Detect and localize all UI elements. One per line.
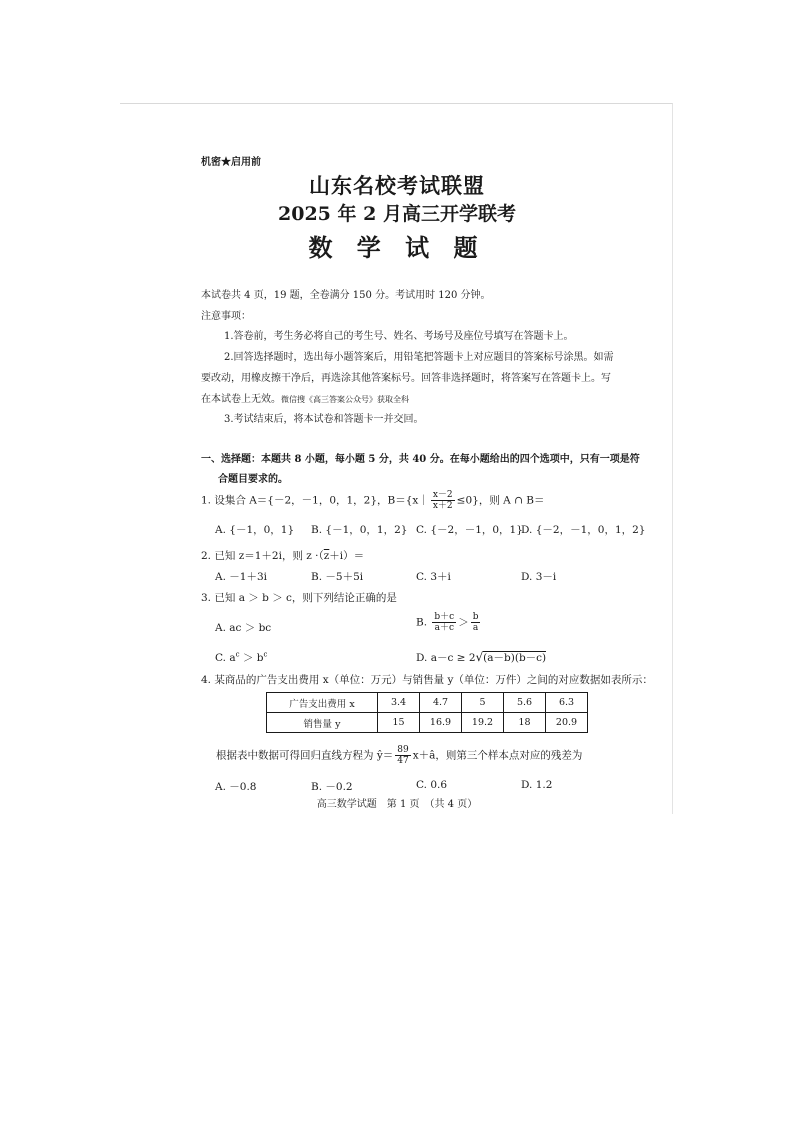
q1-option-d: D. {－2，－1，0，1，2} bbox=[521, 524, 646, 536]
q4-text-post: x＋â，则第三个样本点对应的残差为 bbox=[412, 749, 583, 762]
table-cell: 19.2 bbox=[462, 713, 504, 733]
q2-conjugate: $\overline{z}$ bbox=[323, 550, 330, 562]
q3-b-num-1: b＋c bbox=[434, 612, 455, 622]
q3-b-den-1: a＋c bbox=[434, 623, 455, 633]
q2-prefix: 2. 已知 z＝1＋2i，则 z ·（ bbox=[201, 550, 324, 562]
table-row bbox=[267, 713, 588, 733]
table-cell: 5.6 bbox=[504, 693, 546, 713]
q2-option-d: D. 3－i bbox=[521, 571, 557, 583]
q3-option-d bbox=[416, 650, 546, 665]
q4-option-d: D. 1.2 bbox=[521, 779, 553, 791]
q4-option-c: C. 0.6 bbox=[416, 779, 448, 791]
q3-d-radicand: (a－b)(b－c) bbox=[483, 652, 547, 664]
note-1: 1.答卷前，考生务必将自己的考生号、姓名、考场号及座位号填写在答题卡上。 bbox=[224, 331, 574, 342]
q4-regression-text bbox=[216, 745, 582, 766]
table-cell: 5 bbox=[462, 693, 504, 713]
subject-title: 数 学 试 题 bbox=[308, 233, 486, 262]
question-3-stem: 3. 已知 a ＞ b ＞ c，则下列结论正确的是 bbox=[201, 592, 397, 604]
exam-union-title: 山东名校考试联盟 bbox=[309, 173, 485, 198]
table-cell: 15 bbox=[378, 713, 420, 733]
q3-c-mid: ＞ b bbox=[239, 652, 264, 664]
q3-option-c bbox=[215, 650, 267, 665]
q3-c-label: C. a bbox=[215, 652, 236, 664]
confidential-label: 机密★启用前 bbox=[201, 157, 261, 168]
watermark-text: 微信搜《高三答案公众号》获取全科 bbox=[281, 395, 409, 404]
note-2-text: 在本试卷上无效。 bbox=[201, 394, 281, 405]
q1-option-b: B. {－1，0，1，2} bbox=[311, 524, 408, 536]
table-cell: 16.9 bbox=[420, 713, 462, 733]
q3-b-gt: ＞ bbox=[458, 616, 469, 629]
q2-suffix: ＋i）＝ bbox=[329, 550, 365, 562]
q4-fraction bbox=[395, 745, 410, 766]
page-footer: 高三数学试题 第 1 页 （共 4 页） bbox=[316, 799, 478, 810]
q1-option-a: A. {－1，0，1} bbox=[215, 524, 295, 536]
q3-d-pre: D. a－c ≥ 2 bbox=[416, 652, 476, 664]
q1-fraction bbox=[431, 490, 455, 511]
note-2-line-1: 2.回答选择题时，选出每小题答案后，用铅笔把答题卡上对应题目的答案标号涂黑。如需 bbox=[224, 352, 614, 363]
q4-denominator: 47 bbox=[397, 756, 409, 766]
question-2-stem bbox=[201, 548, 364, 563]
q4-numerator: 89 bbox=[397, 745, 409, 755]
table-cell: 6.3 bbox=[546, 693, 588, 713]
q2-option-c: C. 3＋i bbox=[416, 571, 451, 583]
q2-option-b: B. －5＋5i bbox=[311, 571, 364, 583]
q3-b-frac-2 bbox=[471, 612, 481, 633]
sqrt-icon: √ bbox=[475, 650, 484, 664]
q1-option-c: C. {－2，－1，0，1} bbox=[416, 524, 523, 536]
q3-b-frac-1 bbox=[432, 612, 456, 633]
table-row bbox=[267, 693, 588, 713]
table-cell: 4.7 bbox=[420, 693, 462, 713]
q1-denominator: x＋2 bbox=[432, 501, 453, 511]
table-row-label: 广告支出费用 x bbox=[267, 693, 378, 713]
question-1-stem bbox=[201, 490, 544, 511]
q1-prefix: 1. 设集合 A＝{－2，－1，0，1，2}，B＝{x｜ bbox=[201, 494, 429, 507]
note-3: 3.考试结束后，将本试卷和答题卡一并交回。 bbox=[224, 414, 424, 425]
q3-b-den-2: a bbox=[472, 623, 479, 633]
exam-summary: 本试卷共 4 页，19 题，全卷满分 150 分。考试用时 120 分钟。 bbox=[201, 290, 491, 301]
notice-heading: 注意事项： bbox=[201, 311, 251, 322]
q3-b-num-2: b bbox=[472, 612, 479, 622]
section-1-heading-cont: 合题目要求的。 bbox=[218, 474, 288, 485]
table-cell: 18 bbox=[504, 713, 546, 733]
note-2-line-3 bbox=[201, 390, 409, 405]
data-table bbox=[266, 692, 588, 733]
q4-option-b: B. －0.2 bbox=[311, 781, 353, 793]
table-cell: 3.4 bbox=[378, 693, 420, 713]
q1-numerator: x－2 bbox=[432, 490, 453, 500]
section-1-heading: 一、选择题：本题共 8 小题，每小题 5 分，共 40 分。在每小题给出的四个选项中，只有一项是符 bbox=[201, 454, 640, 465]
q4-option-a: A. －0.8 bbox=[215, 781, 257, 793]
q2-option-a: A. －1＋3i bbox=[215, 571, 267, 583]
q1-suffix: ≤0}，则 A ∩ B＝ bbox=[456, 494, 545, 507]
q4-text-pre: 根据表中数据可得回归直线方程为 ŷ＝ bbox=[216, 749, 394, 762]
q3-c-sup-1: c bbox=[235, 650, 240, 659]
table-row-label: 销售量 y bbox=[267, 713, 378, 733]
exam-date-title: 2025 年 2 月高三开学联考 bbox=[278, 203, 516, 225]
q3-option-a: A. ac ＞ bc bbox=[215, 622, 272, 634]
question-4-stem: 4. 某商品的广告支出费用 x（单位：万元）与销售量 y（单位：万件）之间的对应数据如表所示： bbox=[201, 674, 653, 686]
table-cell: 20.9 bbox=[546, 713, 588, 733]
q3-c-sup-2: c bbox=[263, 650, 268, 659]
q3-option-b bbox=[416, 612, 482, 633]
q3-b-label: B. bbox=[416, 616, 428, 629]
note-2-line-2: 要改动，用橡皮擦干净后，再选涂其他答案标号。回答非选择题时，将答案写在答题卡上。写 bbox=[201, 373, 611, 384]
